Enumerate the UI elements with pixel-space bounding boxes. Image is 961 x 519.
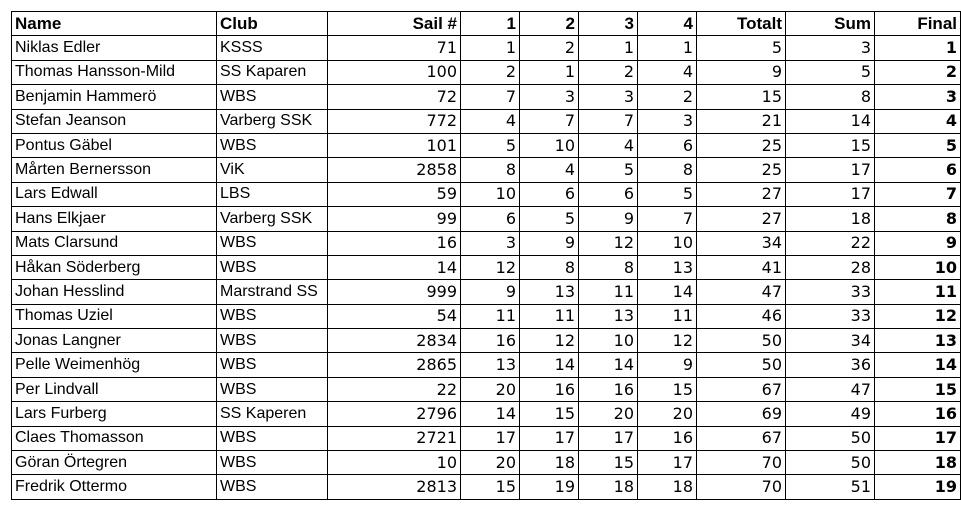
cell-sail: 99: [328, 207, 461, 231]
cell-name: Fredrik Ottermo: [12, 475, 217, 499]
cell-race-4: 3: [638, 109, 697, 133]
cell-race-2: 2: [520, 36, 579, 60]
cell-race-2: 1: [520, 60, 579, 84]
cell-name: Mårten Bernersson: [12, 158, 217, 182]
cell-race-1: 20: [461, 451, 520, 475]
cell-sum: 3: [786, 36, 875, 60]
cell-name: Jonas Langner: [12, 329, 217, 353]
cell-sum: 47: [786, 377, 875, 401]
cell-totalt: 67: [697, 377, 786, 401]
cell-race-2: 14: [520, 353, 579, 377]
cell-race-1: 7: [461, 85, 520, 109]
cell-race-1: 6: [461, 207, 520, 231]
cell-sum: 5: [786, 60, 875, 84]
cell-race-3: 5: [579, 158, 638, 182]
cell-name: Göran Örtegren: [12, 451, 217, 475]
header-sail: Sail #: [328, 12, 461, 36]
cell-race-4: 13: [638, 255, 697, 279]
cell-race-4: 12: [638, 329, 697, 353]
cell-race-4: 18: [638, 475, 697, 499]
cell-sail: 2865: [328, 353, 461, 377]
cell-race-4: 9: [638, 353, 697, 377]
header-final: Final: [875, 12, 961, 36]
cell-race-1: 9: [461, 280, 520, 304]
cell-race-2: 10: [520, 133, 579, 157]
cell-totalt: 9: [697, 60, 786, 84]
header-race-4: 4: [638, 12, 697, 36]
cell-race-3: 1: [579, 36, 638, 60]
cell-sail: 54: [328, 304, 461, 328]
cell-club: SS Kaperen: [217, 402, 328, 426]
cell-race-2: 19: [520, 475, 579, 499]
cell-sum: 18: [786, 207, 875, 231]
cell-club: WBS: [217, 255, 328, 279]
cell-final: 18: [875, 451, 961, 475]
cell-race-1: 13: [461, 353, 520, 377]
cell-name: Johan Hesslind: [12, 280, 217, 304]
cell-final: 17: [875, 426, 961, 450]
cell-sail: 999: [328, 280, 461, 304]
cell-race-2: 8: [520, 255, 579, 279]
cell-club: WBS: [217, 85, 328, 109]
cell-final: 16: [875, 402, 961, 426]
cell-totalt: 46: [697, 304, 786, 328]
cell-final: 8: [875, 207, 961, 231]
cell-name: Pontus Gäbel: [12, 133, 217, 157]
cell-totalt: 50: [697, 353, 786, 377]
results-body: [12, 36, 961, 499]
cell-race-2: 6: [520, 182, 579, 206]
cell-race-1: 14: [461, 402, 520, 426]
cell-race-4: 14: [638, 280, 697, 304]
cell-club: WBS: [217, 304, 328, 328]
cell-sail: 2721: [328, 426, 461, 450]
cell-race-2: 5: [520, 207, 579, 231]
table-row: [12, 85, 961, 109]
cell-sail: 59: [328, 182, 461, 206]
cell-club: Marstrand SS: [217, 280, 328, 304]
table-row: [12, 451, 961, 475]
cell-race-4: 10: [638, 231, 697, 255]
cell-sum: 17: [786, 182, 875, 206]
cell-totalt: 27: [697, 182, 786, 206]
cell-final: 13: [875, 329, 961, 353]
cell-race-3: 14: [579, 353, 638, 377]
cell-club: WBS: [217, 231, 328, 255]
cell-final: 1: [875, 36, 961, 60]
cell-sail: 2858: [328, 158, 461, 182]
cell-final: 4: [875, 109, 961, 133]
header-race-1: 1: [461, 12, 520, 36]
cell-club: WBS: [217, 353, 328, 377]
cell-name: Lars Edwall: [12, 182, 217, 206]
table-row: [12, 304, 961, 328]
cell-totalt: 34: [697, 231, 786, 255]
cell-final: 9: [875, 231, 961, 255]
cell-race-3: 2: [579, 60, 638, 84]
cell-name: Hans Elkjaer: [12, 207, 217, 231]
cell-final: 7: [875, 182, 961, 206]
cell-sum: 33: [786, 304, 875, 328]
cell-race-3: 18: [579, 475, 638, 499]
cell-race-1: 20: [461, 377, 520, 401]
cell-final: 3: [875, 85, 961, 109]
cell-race-3: 17: [579, 426, 638, 450]
cell-name: Lars Furberg: [12, 402, 217, 426]
table-row: [12, 377, 961, 401]
cell-totalt: 67: [697, 426, 786, 450]
cell-totalt: 47: [697, 280, 786, 304]
cell-club: WBS: [217, 451, 328, 475]
cell-totalt: 70: [697, 475, 786, 499]
cell-race-3: 16: [579, 377, 638, 401]
table-row: [12, 329, 961, 353]
cell-totalt: 50: [697, 329, 786, 353]
header-row: [12, 12, 961, 36]
cell-sum: 50: [786, 451, 875, 475]
cell-club: WBS: [217, 329, 328, 353]
cell-race-1: 5: [461, 133, 520, 157]
cell-race-1: 15: [461, 475, 520, 499]
table-row: [12, 231, 961, 255]
table-row: [12, 207, 961, 231]
cell-race-2: 4: [520, 158, 579, 182]
cell-club: Varberg SSK: [217, 207, 328, 231]
cell-name: Pelle Weimenhög: [12, 353, 217, 377]
cell-club: WBS: [217, 377, 328, 401]
header-race-3: 3: [579, 12, 638, 36]
cell-race-2: 16: [520, 377, 579, 401]
cell-race-3: 6: [579, 182, 638, 206]
cell-totalt: 70: [697, 451, 786, 475]
table-row: [12, 280, 961, 304]
cell-race-1: 17: [461, 426, 520, 450]
header-totalt: Totalt: [697, 12, 786, 36]
cell-final: 2: [875, 60, 961, 84]
cell-sum: 17: [786, 158, 875, 182]
cell-totalt: 27: [697, 207, 786, 231]
cell-race-4: 5: [638, 182, 697, 206]
cell-race-3: 9: [579, 207, 638, 231]
cell-race-3: 20: [579, 402, 638, 426]
cell-race-2: 12: [520, 329, 579, 353]
cell-race-4: 1: [638, 36, 697, 60]
cell-club: Varberg SSK: [217, 109, 328, 133]
cell-totalt: 25: [697, 133, 786, 157]
cell-race-3: 10: [579, 329, 638, 353]
cell-totalt: 5: [697, 36, 786, 60]
cell-final: 11: [875, 280, 961, 304]
cell-sum: 34: [786, 329, 875, 353]
cell-name: Benjamin Hammerö: [12, 85, 217, 109]
table-row: [12, 36, 961, 60]
cell-race-3: 11: [579, 280, 638, 304]
cell-sail: 2796: [328, 402, 461, 426]
cell-race-1: 10: [461, 182, 520, 206]
cell-sail: 2813: [328, 475, 461, 499]
table-row: [12, 109, 961, 133]
cell-race-3: 15: [579, 451, 638, 475]
cell-race-3: 12: [579, 231, 638, 255]
cell-club: ViK: [217, 158, 328, 182]
cell-race-2: 13: [520, 280, 579, 304]
cell-name: Thomas Hansson-Mild: [12, 60, 217, 84]
cell-race-4: 17: [638, 451, 697, 475]
cell-name: Niklas Edler: [12, 36, 217, 60]
cell-sum: 14: [786, 109, 875, 133]
cell-race-4: 4: [638, 60, 697, 84]
cell-final: 10: [875, 255, 961, 279]
cell-race-2: 9: [520, 231, 579, 255]
cell-sum: 22: [786, 231, 875, 255]
cell-race-1: 2: [461, 60, 520, 84]
cell-name: Stefan Jeanson: [12, 109, 217, 133]
cell-final: 6: [875, 158, 961, 182]
cell-sail: 772: [328, 109, 461, 133]
cell-sum: 33: [786, 280, 875, 304]
cell-sum: 50: [786, 426, 875, 450]
table-row: [12, 255, 961, 279]
cell-race-2: 11: [520, 304, 579, 328]
cell-race-2: 7: [520, 109, 579, 133]
cell-race-4: 6: [638, 133, 697, 157]
cell-race-1: 8: [461, 158, 520, 182]
cell-sail: 100: [328, 60, 461, 84]
cell-name: Claes Thomasson: [12, 426, 217, 450]
cell-race-1: 12: [461, 255, 520, 279]
cell-sail: 16: [328, 231, 461, 255]
cell-sail: 22: [328, 377, 461, 401]
cell-name: Per Lindvall: [12, 377, 217, 401]
table-row: [12, 158, 961, 182]
header-race-2: 2: [520, 12, 579, 36]
cell-race-1: 3: [461, 231, 520, 255]
cell-sail: 71: [328, 36, 461, 60]
cell-race-4: 8: [638, 158, 697, 182]
cell-race-3: 7: [579, 109, 638, 133]
cell-name: Mats Clarsund: [12, 231, 217, 255]
cell-race-1: 16: [461, 329, 520, 353]
cell-totalt: 25: [697, 158, 786, 182]
cell-final: 12: [875, 304, 961, 328]
cell-name: Håkan Söderberg: [12, 255, 217, 279]
header-sum: Sum: [786, 12, 875, 36]
cell-race-1: 11: [461, 304, 520, 328]
cell-sum: 15: [786, 133, 875, 157]
cell-totalt: 69: [697, 402, 786, 426]
cell-sail: 101: [328, 133, 461, 157]
cell-race-1: 1: [461, 36, 520, 60]
cell-sail: 72: [328, 85, 461, 109]
cell-race-2: 18: [520, 451, 579, 475]
cell-club: WBS: [217, 475, 328, 499]
table-row: [12, 353, 961, 377]
cell-club: WBS: [217, 426, 328, 450]
cell-race-4: 11: [638, 304, 697, 328]
cell-sum: 36: [786, 353, 875, 377]
cell-final: 5: [875, 133, 961, 157]
cell-sum: 51: [786, 475, 875, 499]
table-row: [12, 60, 961, 84]
cell-sail: 10: [328, 451, 461, 475]
cell-sail: 2834: [328, 329, 461, 353]
table-row: [12, 133, 961, 157]
cell-club: KSSS: [217, 36, 328, 60]
cell-final: 14: [875, 353, 961, 377]
cell-sum: 28: [786, 255, 875, 279]
cell-club: WBS: [217, 133, 328, 157]
cell-totalt: 21: [697, 109, 786, 133]
cell-race-4: 2: [638, 85, 697, 109]
cell-race-2: 3: [520, 85, 579, 109]
cell-race-4: 7: [638, 207, 697, 231]
table-row: [12, 475, 961, 499]
cell-final: 19: [875, 475, 961, 499]
cell-race-3: 3: [579, 85, 638, 109]
cell-race-2: 15: [520, 402, 579, 426]
table-row: [12, 182, 961, 206]
cell-race-4: 15: [638, 377, 697, 401]
cell-name: Thomas Uziel: [12, 304, 217, 328]
table-row: [12, 402, 961, 426]
cell-totalt: 41: [697, 255, 786, 279]
table-row: [12, 426, 961, 450]
cell-sail: 14: [328, 255, 461, 279]
cell-race-1: 4: [461, 109, 520, 133]
cell-race-3: 8: [579, 255, 638, 279]
cell-race-4: 20: [638, 402, 697, 426]
cell-race-2: 17: [520, 426, 579, 450]
cell-club: SS Kaparen: [217, 60, 328, 84]
header-club: Club: [217, 12, 328, 36]
cell-sum: 49: [786, 402, 875, 426]
cell-race-4: 16: [638, 426, 697, 450]
cell-race-3: 13: [579, 304, 638, 328]
header-name: Name: [12, 12, 217, 36]
cell-club: LBS: [217, 182, 328, 206]
cell-final: 15: [875, 377, 961, 401]
cell-sum: 8: [786, 85, 875, 109]
cell-race-3: 4: [579, 133, 638, 157]
results-table: [11, 11, 961, 500]
cell-totalt: 15: [697, 85, 786, 109]
